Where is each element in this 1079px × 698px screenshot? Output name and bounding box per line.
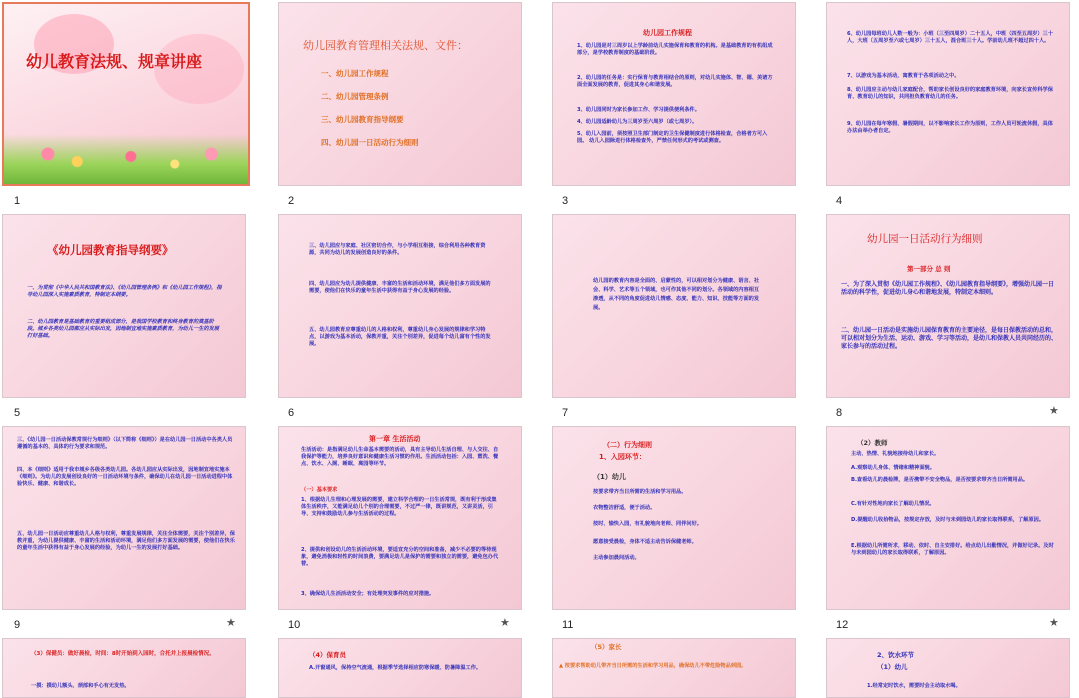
list-item: 三、幼儿园教育指导纲要 [321, 115, 404, 124]
slide-number: 1 [14, 195, 21, 207]
paragraph: 6、幼儿园每班幼儿人数一般为：小班（三至四周岁）二十五人，中班（四至五周岁）三十人，大班（五周岁至六或七周岁）三十五人，混合班三十人。学前幼儿班不超过四十人。 [847, 31, 1053, 44]
slide-1-title: 幼儿教育法规、规章讲座 [26, 52, 203, 71]
slide-thumbnail-8[interactable] [826, 214, 1070, 398]
paragraph: 三、幼儿园应与家庭、社区密切合作，与小学相互衔接，综合利用各种教育资源，共同为幼儿的发展创造良好的条件。 [309, 243, 486, 256]
slide-number: 7 [562, 407, 569, 419]
list-item: 按要求带齐当日所需的生活和学习用品。 [593, 489, 687, 495]
list-item: 四、幼儿园一日活动行为细则 [321, 138, 419, 147]
slide-thumbnail-16[interactable] [826, 638, 1070, 698]
paragraph: 7、以游戏为基本活动，寓教育于各项活动之中。 [847, 73, 960, 79]
list-item: 一、幼儿园工作规程 [321, 69, 389, 78]
section-label: （1）幼儿 [877, 663, 908, 671]
slide-thumbnail-2[interactable] [278, 2, 522, 186]
slide-thumbnail-10[interactable] [278, 426, 522, 610]
list-item: C.有针对性地向家长了解幼儿情况。 [851, 501, 935, 507]
paragraph: 幼儿园的教育内容是全面的、启蒙性的，可以相对划分为健康、语言、社会、科学、艺术等五个领域，也可作其他不同的划分。各领域的内容相互渗透，从不同的角度促进幼儿情感、态度、能力、知识、技能等方面的发展。 [593, 278, 760, 311]
slide-thumbnail-1[interactable] [2, 2, 250, 186]
paragraph: 二、幼儿园教育是基础教育的重要组成部分，是我国学校教育和终身教育的奠基阶段。城乡各类幼儿园都应从实际出发，因地制宜地实施素质教育，为幼儿一生的发展打好基础。 [27, 319, 219, 339]
paragraph: 四、本《细则》适用于我市城乡各级各类幼儿园。各幼儿园应从实际出发，因地制宜地实施本《细则》。为幼儿的发展创设良好的一日活动环境与条件，确保幼儿在幼儿园一日活动进程中体验快乐、健康、和谐成长。 [17, 467, 233, 487]
slide-thumbnail-12[interactable] [826, 426, 1070, 610]
section-label: 1、入园环节： [599, 453, 646, 461]
animation-star-icon: ★ [500, 616, 510, 629]
slide-number: 9 [14, 619, 21, 631]
slide-thumbnail-7[interactable] [552, 214, 796, 398]
slide-thumbnail-9[interactable] [2, 426, 246, 610]
slide-16-heading: 2、饮水环节 [877, 651, 915, 659]
paragraph: 4、幼儿园适龄幼儿为三周岁至六周岁（或七周岁）。 [577, 119, 698, 125]
paragraph: 一摸：摸幼儿额头、颈部和手心有无发热。 [31, 683, 130, 689]
slide-10-heading: 第一章 生活活动 [369, 435, 421, 443]
paragraph: （3）保健员：做好晨检，时间：8时开始到入园时，合托并上报晨检情况。 [31, 651, 215, 657]
list-item: 按时、愉快入园，有礼貌地向老师、同伴问好。 [593, 521, 702, 527]
animation-star-icon: ★ [1049, 404, 1059, 417]
list-item: 衣物整洁舒适，便于活动。 [593, 505, 656, 511]
slide-11-heading: （二）行为细则 [603, 441, 652, 449]
paragraph: 1、根据幼儿生理和心理发展的需要，建立科学合理的一日生活常规，既有利于形成集体生活秩序，又能满足幼儿个别的合理需要，不过严一律，既讲规范，又讲灵活，引导、支持和鼓励幼儿参与生活活动的过程。 [301, 497, 497, 517]
slide-number: 11 [562, 619, 574, 631]
slide-thumbnail-13[interactable] [2, 638, 246, 698]
paragraph: 二、幼儿园一日活动是实施幼儿园保育教育的主要途径，是每日保教活动的总和，可以相对划分为生活、运动、游戏、学习等活动，是幼儿和保教人员共同经历的、家长参与的活动过程。 [841, 327, 1058, 350]
list-item: 愿意接受晨检，身体不适主动告诉保健老师。 [593, 539, 697, 545]
paragraph: 9、幼儿园在每年寒假、暑假期间，以不影响家长工作为原则，工作人员可轮流休假，具体办法由举办者自定。 [847, 121, 1053, 134]
slide-thumbnail-14[interactable] [278, 638, 522, 698]
paragraph: 生活活动：是指满足幼儿生命基本需要的活动，具有主导幼儿生活自理、与人交往、自我保护等能力，培养良好意识和健康生活习惯的作用。生活活动包括：入园、盥洗、餐点、饮水、入厕、睡眠、离园等环节。 [301, 447, 499, 467]
section-label: （1）幼儿 [593, 473, 626, 481]
slide-thumbnail-15[interactable] [552, 638, 796, 698]
slide-8-subtitle: 第一部分 总 则 [907, 265, 951, 273]
list-item: E.根据幼儿所需所求，移动、依时、自主安排好。给点幼儿出勤情况，并做好记录。及时与未到园幼儿的家长取得联系，了解原因。 [851, 543, 1054, 556]
list-item: B.查看幼儿的晨检牌，是否携带不安全物品，是否按要求带齐当日所需用品。 [851, 477, 1029, 483]
slide-14-heading: （4）保育员 [309, 651, 347, 659]
list-item: A.观察幼儿身体、情绪和精神面貌。 [851, 465, 935, 471]
slide-thumbnail-11[interactable] [552, 426, 796, 610]
slide-number: 10 [288, 619, 301, 631]
slide-15-heading: （5）家长 [591, 643, 622, 651]
paragraph: 主动、热情、礼貌地接待幼儿和家长。 [851, 451, 940, 457]
list-item: D.提醒幼儿收拾物品，按规定存放，及时与未到园幼儿的家长取得联系，了解原因。 [851, 517, 1045, 523]
section-label: （一）基本要求 [301, 487, 338, 493]
slide-3-heading: 幼儿园工作规程 [643, 29, 692, 37]
paragraph: 8、幼儿园应主动与幼儿家庭配合，帮助家长创设良好的家庭教育环境，向家长宣传科学保育、教育幼儿的知识，共同担负教育幼儿的任务。 [847, 87, 1053, 100]
paragraph: 1、幼儿园是对三周岁以上学龄前幼儿实施保育和教育的机构。是基础教育的有机组成部分，是学校教育制度的基础阶段。 [577, 43, 773, 56]
paragraph: 3、确保幼儿生活活动安全；有处理突发事件的应对措施。 [301, 591, 435, 597]
paragraph: ▲ 按要求帮助幼儿带齐当日所需的生活和学习用品，确保幼儿不带危险物品到园。 [559, 663, 747, 669]
paragraph: 四、幼儿园应为幼儿提供健康、丰富的生活和活动环境，满足他们多方面发展的需要，使他们在快乐的童年生活中获得有益于身心发展的经验。 [309, 281, 491, 294]
paragraph: 三、《幼儿园一日活动保教常规行为细则》（以下简称《细则》）是在幼儿园一日活动中各类人员遵循的基本的、具体的行为要求和规范。 [17, 437, 233, 450]
slide-number: 5 [14, 407, 21, 419]
paragraph: 五、幼儿园教育应尊重幼儿的人格和权利，尊重幼儿身心发展的规律和学习特点，以游戏为基本活动，保教并重，关注个别差异，促进每个幼儿富有个性的发展。 [309, 327, 491, 347]
slide-number: 4 [836, 195, 843, 207]
slide-12-heading: （2）教师 [857, 439, 888, 447]
paragraph: 一、为了深入贯彻《幼儿园工作规程》、《幼儿园教育指导纲要》，增强幼儿园一日活动的科学性，促进幼儿身心和谐地发展，特制定本细则。 [841, 281, 1055, 296]
slide-2-heading: 幼儿园教育管理相关法规、文件： [303, 39, 468, 52]
paragraph: 一、为贯彻《中华人民共和国教育法》、《幼儿园管理条例》和《幼儿园工作规程》，指导幼儿园深入实施素质教育，特制定本纲要。 [27, 285, 222, 298]
paragraph: 3、幼儿园同时为家长参加工作、学习提供便利条件。 [577, 107, 700, 113]
paragraph: 5、幼儿入园前，须按照卫生部门制定的卫生保健制度进行体格检查，合格者方可入园。 幼儿入园除进行体格检查外，严禁任何形式的考试或测查。 [577, 131, 768, 144]
slide-number: 12 [836, 619, 849, 631]
list-item: 二、幼儿园管理条例 [321, 92, 389, 101]
flower-border-image [4, 134, 248, 184]
paragraph: 1.经常定时饮水，需要时会主动取水喝。 [867, 683, 961, 689]
slide-5-title: 《幼儿园教育指导纲要》 [47, 243, 174, 257]
slide-thumbnail-4[interactable] [826, 2, 1070, 186]
slide-thumbnail-3[interactable] [552, 2, 796, 186]
slide-number: 6 [288, 407, 295, 419]
paragraph: 2、幼儿园的任务是：实行保育与教育相结合的原则，对幼儿实施体、智、德、美诸方面全面发展的教育，促进其身心和谐发展。 [577, 75, 773, 88]
slide-thumbnail-5[interactable] [2, 214, 246, 398]
paragraph: 2、提供和创设幼儿的生活活动环境，要适宜充分的空间和准备，减少不必要的等待现象，避免消极和轻性的时间浪费，要满足幼儿是保护的需要和独立的需要，避免包办代替。 [301, 547, 499, 567]
slide-number: 2 [288, 195, 295, 207]
slide-number: 3 [562, 195, 569, 207]
list-item: 主动参加晨间活动。 [593, 555, 640, 561]
slide-thumbnail-6[interactable] [278, 214, 522, 398]
paragraph: 五、幼儿园一日活动应尊重幼儿人格与权利，尊重发展规律，关注全体需要，关注个别差异，保教并重，为幼儿提供健康、丰富的生活和活动环境，满足他们多方面发展的需要，使他们在快乐的童年生活中获得有益于身心发展的经验，为幼儿一生的发展打好基础。 [17, 531, 235, 551]
animation-star-icon: ★ [226, 616, 236, 629]
slide-8-title: 幼儿园一日活动行为细则 [867, 233, 983, 245]
paragraph: A.开窗通风，保持空气流通，根据季节选择相应防寒保暖、防暑降温工作。 [309, 665, 482, 671]
slide-number: 8 [836, 407, 843, 419]
animation-star-icon: ★ [1049, 616, 1059, 629]
